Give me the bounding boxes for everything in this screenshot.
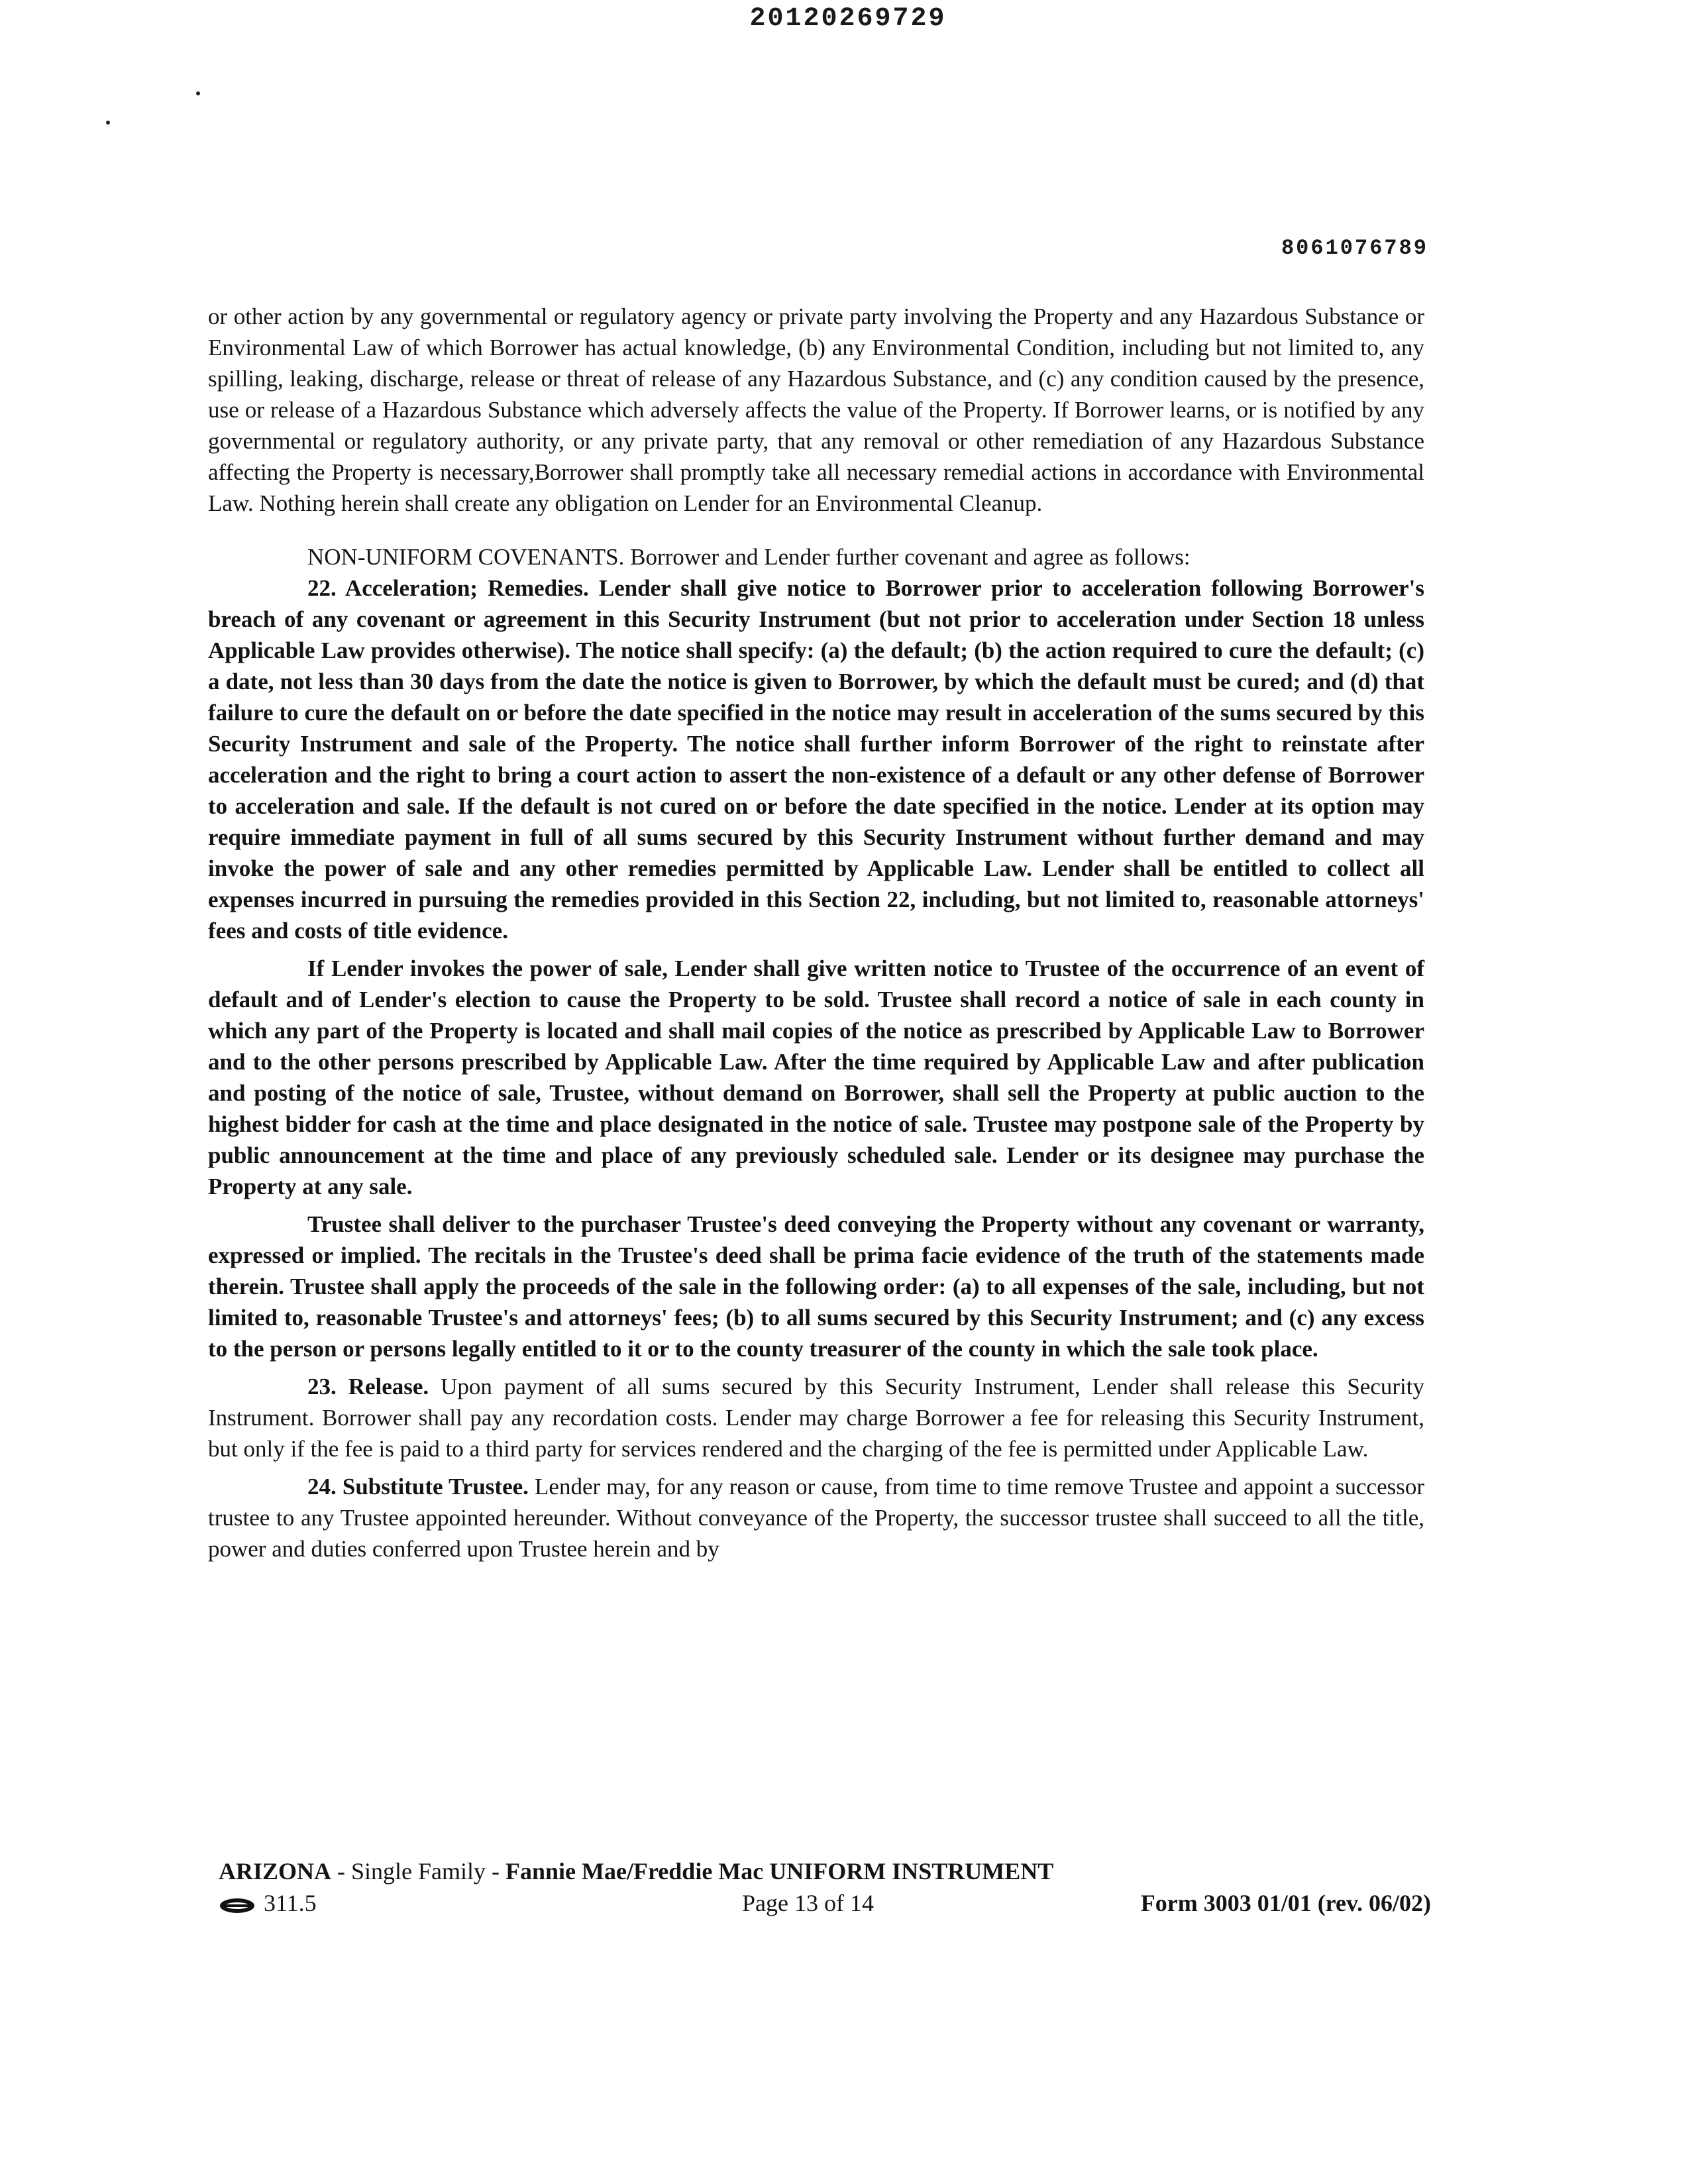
- page-footer: [219, 1855, 1431, 1920]
- paragraph-continued: or other action by any governmental or regulatory agency or private party involving the Property and any Hazardous Substance or Environmental Law of which Borrower has actual knowledge, (b) any Environmental Condition, including but not limited to, any spilling, leaking, discharge, release or threat of release of any Hazardous Substance, and (c) any condition caused by the presence, use or release of a Hazardous Substance which adversely affects the value of the Property. If Borrower learns, or is notified by any governmental or regulatory authority, or any private party, that any removal or other remediation of any Hazardous Substance affecting the Property is necessary,Borrower shall promptly take all necessary remedial actions in accordance with Environmental Law. Nothing herein shall create any obligation on Lender for an Environmental Cleanup.: [208, 303, 1424, 516]
- footer-page-number: Page 13 of 14: [742, 1890, 874, 1916]
- vmp-logo-icon: [219, 1897, 256, 1914]
- scan-speck: [196, 91, 200, 95]
- section-22-paragraph-3: Trustee shall deliver to the purchaser Trustee's deed conveying the Property without any covenant or warranty, expressed or implied. The recitals in the Trustee's deed shall be prima facie evidence of the truth of the statements made therein. Trustee shall apply the proceeds of the sale in the following order: (a) to all expenses of the sale, including, but not limited to, reasonable Trustee's and attorneys' fees; (b) to all sums secured by this Security Instrument; and (c) any excess to the person or persons legally entitled to it or to the county treasurer of the county in which the sale took place.: [208, 1211, 1424, 1362]
- section-23: [208, 1371, 1424, 1464]
- document-body: [208, 301, 1424, 1564]
- non-uniform-covenants: NON-UNIFORM COVENANTS. Borrower and Lender further covenant and agree as follows:: [307, 544, 1191, 570]
- section-24-text: Lender may, for any reason or cause, from time to time remove Trustee and appoint a successor trustee to any Trustee appointed hereunder. Without conveyance of the Property, the successor trustee shall succeed to all the title, power and duties conferred upon Trustee herein and by: [208, 1474, 1425, 1562]
- footer-meta-line: [219, 1887, 1431, 1920]
- section-23-text: Upon payment of all sums secured by this Security Instrument, Lender shall release this Security Instrument. Borrower shall pay any recordation costs. Lender may charge Borrower a fee for releasing this Security Instrument, but only if the fee is paid to a third party for services rendered and the charging of the fee is permitted under Applicable Law.: [208, 1374, 1424, 1462]
- document-number: 20120269729: [749, 4, 947, 34]
- footer-state: ARIZONA: [219, 1858, 332, 1884]
- footer-code-group: [219, 1887, 317, 1919]
- loan-number: 8061076789: [1281, 236, 1428, 260]
- footer-instrument-line: [219, 1855, 1431, 1887]
- footer-code: 311.5: [264, 1890, 317, 1916]
- section-22-paragraph-1: 22. Acceleration; Remedies. Lender shall give notice to Borrower prior to acceleration following Borrower's breach of any covenant or agreement in this Security Instrument (but not prior to acceleration under Section 18 unless Applicable Law provides otherwise). The notice shall specify: (a) the default; (b) the action required to cure the default; (c) a date, not less than 30 days from the date the notice is given to Borrower, by which the default must be cured; and (d) that failure to cure the default on or before the date specified in the notice may result in acceleration of the sums secured by this Security Instrument and sale of the Property. The notice shall further inform Borrower of the right to reinstate after acceleration and the right to bring a court action to assert the non-existence of a default or any other defense of Borrower to acceleration and sale. If the default is not cured on or before the date specified in the notice. Lender at its option may require immediate payment in full of all sums secured by this Security Instrument without further demand and may invoke the power of sale and any other remedies permitted by Applicable Law. Lender shall be entitled to collect all expenses incurred in pursuing the remedies provided in this Section 22, including, but not limited to, reasonable attorneys' fees and costs of title evidence.: [208, 575, 1424, 944]
- section-23-heading: 23. Release.: [307, 1374, 429, 1399]
- footer-form-number: Form 3003 01/01 (rev. 06/02): [1140, 1890, 1431, 1916]
- scan-speck: [106, 121, 110, 125]
- section-24-heading: 24. Substitute Trustee.: [307, 1474, 529, 1500]
- section-22-paragraph-2: If Lender invokes the power of sale, Lender shall give written notice to Trustee of the occurrence of an event of default and of Lender's election to cause the Property to be sold. Trustee shall record a notice of sale in each county in which any part of the Property is located and shall mail copies of the notice as prescribed by Applicable Law to Borrower and to the other persons prescribed by Applicable Law. After the time required by Applicable Law and after publication and posting of the notice of sale, Trustee, without demand on Borrower, shall sell the Property at public auction to the highest bidder for cash at the time and place designated in the notice of sale. Trustee may postpone sale of the Property by public announcement at the time and place of any previously scheduled sale. Lender or its designee may purchase the Property at any sale.: [208, 956, 1424, 1199]
- footer-instrument: Fannie Mae/Freddie Mac UNIFORM INSTRUMENT: [505, 1858, 1054, 1884]
- footer-separator: - Single Family -: [331, 1858, 506, 1884]
- section-24: [208, 1471, 1424, 1564]
